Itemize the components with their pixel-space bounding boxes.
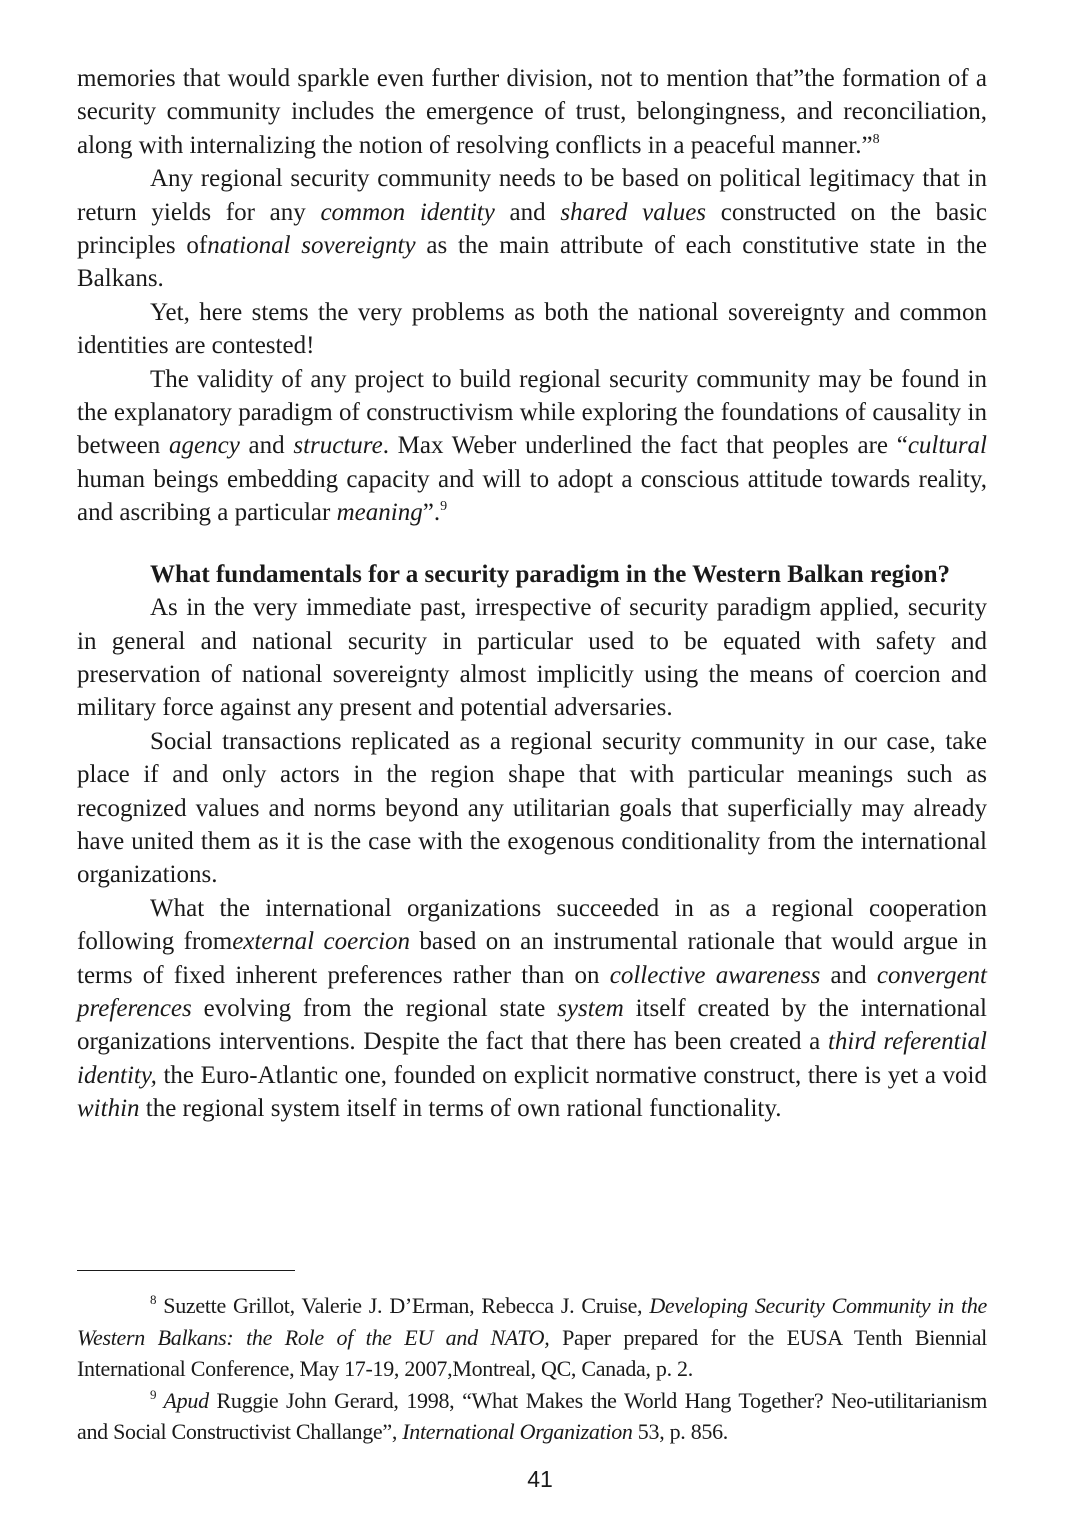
paragraph-2: Any regional security community needs to be based on political legitimacy that in return yields for any common identity and shared values constructed on the basic principles ofnational sovereignty as the main attribute of each constitutive state in the Balkans.: [77, 165, 987, 293]
paragraph-5: As in the very immediate past, irrespective of security paradigm applied, security in general and national security in particular used to be equated with safety and preservation of national sovereignty almost implicitly using the means of coercion and military force against any present and potential adversaries.: [77, 594, 987, 722]
section-heading: What fundamentals for a security paradigm in the Western Balkan region?: [150, 560, 951, 588]
paragraph-6: Social transactions replicated as a regional security community in our case, take place if and only actors in the region shape that with particular meanings such as recognized values and norms beyond any utilitarian goals that superficially may already have united them as it is the case with the exogenous conditionality from the international organizations.: [77, 727, 987, 889]
paragraph-3: Yet, here stems the very problems as both the national sovereignty and common identities are contested!: [77, 298, 987, 360]
footnote-ref-9[interactable]: 9: [440, 499, 448, 515]
page-number: 41: [527, 1466, 553, 1492]
paragraph-1: memories that would sparkle even further division, not to mention that”the formation of a security community includes the emergence of trust, belongingness, and reconciliation, along with internalizing the notion of resolving conflicts in a peaceful manner.”$^8$: [77, 65, 987, 159]
footnote-8: $^8$ Suzette Grillot, Valerie J. D’Erman, Rebecca J. Cruise, Developing Security Community in the Western Balkans: the Role of the EU and NATO, Paper prepared for the EUSA Tenth Biennial International Conference, May 17-19, 2007,Montreal, QC, Canada, p. 2.: [77, 1292, 987, 1381]
footnote-ref-8[interactable]: 8: [872, 131, 880, 147]
paragraph-7: What the international organizations succeeded in as a regional cooperation following fromexternal coercion based on an instrumental rationale that would argue in terms of fixed inherent preferences rather than on collective awareness and convergent preferences evolving from the regional state system itself created by the international organizations interventions. Despite the fact that there has been created a third referential identity, the Euro-Atlantic one, founded on explicit normative construct, there is yet a void within the regional system itself in terms of own rational functionality.: [77, 894, 988, 1123]
footnotes: [77, 1290, 987, 1448]
footnote-9: $^9$ Apud Ruggie John Gerard, 1998, “What Makes the World Hang Together? Neo-utilitarianism and Social Constructivist Challange”, International Organization 53, p. 856.: [77, 1386, 988, 1444]
page-body: [77, 62, 987, 1126]
paragraph-4: The validity of any project to build regional security community may be found in the explanatory paradigm of constructivism while exploring the foundations of causality in between agency and structure. Max Weber underlined the fact that peoples are “cultural human beings embedding capacity and will to adopt a conscious attitude towards reality, and ascribing a particular meaning”.$^9$: [77, 365, 987, 527]
footnote-divider: [77, 1270, 295, 1271]
